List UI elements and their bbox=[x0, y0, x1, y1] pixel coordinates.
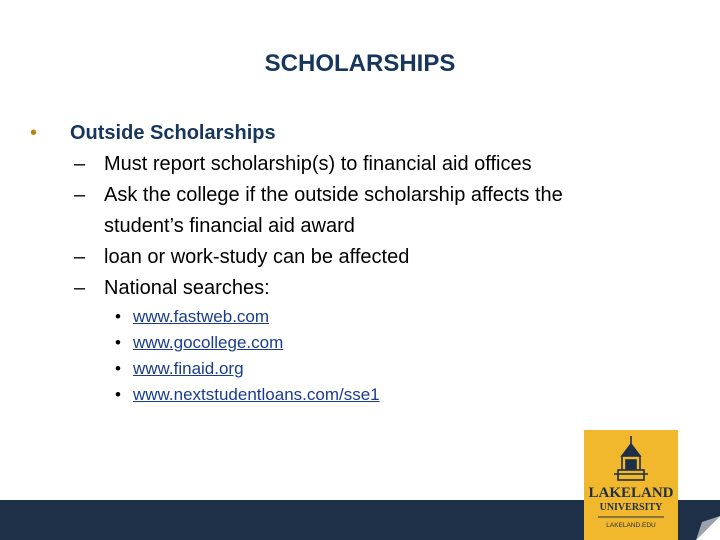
bullet-icon: • bbox=[115, 359, 121, 378]
dash-icon: – bbox=[74, 184, 86, 206]
bullet-text: Outside Scholarships bbox=[70, 122, 276, 144]
link-fastweb[interactable]: www.fastweb.com bbox=[133, 307, 270, 326]
link-item bbox=[30, 330, 700, 356]
sub-item-ask-college bbox=[30, 180, 700, 211]
slide-title: SCHOLARSHIPS bbox=[264, 50, 456, 77]
bullet-icon: • bbox=[115, 333, 121, 352]
dash-icon: – bbox=[74, 277, 86, 299]
lakeland-university-logo bbox=[584, 430, 678, 540]
sub-item-text: Must report scholarship(s) to financial aid offices bbox=[104, 153, 532, 175]
link-gocollege[interactable]: www.gocollege.com bbox=[133, 333, 284, 352]
logo-line2: UNIVERSITY bbox=[599, 502, 663, 513]
link-finaid[interactable]: www.finaid.org bbox=[133, 359, 244, 378]
sub-item-loan bbox=[30, 242, 700, 273]
bullet-outside-scholarships bbox=[30, 118, 700, 149]
bullet-icon: • bbox=[115, 385, 121, 404]
sub-item-text: student’s financial aid award bbox=[104, 215, 355, 237]
slide-body bbox=[30, 118, 700, 408]
sub-item-text: Ask the college if the outside scholarship affects the bbox=[104, 184, 563, 206]
page-curl-icon bbox=[692, 512, 720, 540]
bullet-icon: • bbox=[115, 307, 121, 326]
logo-graphic bbox=[584, 430, 678, 540]
sub-item-national-searches bbox=[30, 273, 700, 304]
bullet-icon: • bbox=[30, 122, 38, 144]
sub-item-ask-college-continued bbox=[30, 211, 700, 242]
sub-item-report bbox=[30, 149, 700, 180]
dash-icon: – bbox=[74, 246, 86, 268]
sub-item-text: National searches: bbox=[104, 277, 270, 299]
link-item bbox=[30, 304, 700, 330]
link-item bbox=[30, 356, 700, 382]
link-item bbox=[30, 382, 700, 408]
link-nextstudentloans[interactable]: www.nextstudentloans.com/sse1 bbox=[133, 385, 380, 404]
logo-line3: LAKELAND.EDU bbox=[606, 522, 656, 529]
sub-item-text: loan or work-study can be affected bbox=[104, 246, 410, 268]
dash-icon: – bbox=[74, 153, 86, 175]
logo-line1: LAKELAND bbox=[588, 485, 674, 501]
